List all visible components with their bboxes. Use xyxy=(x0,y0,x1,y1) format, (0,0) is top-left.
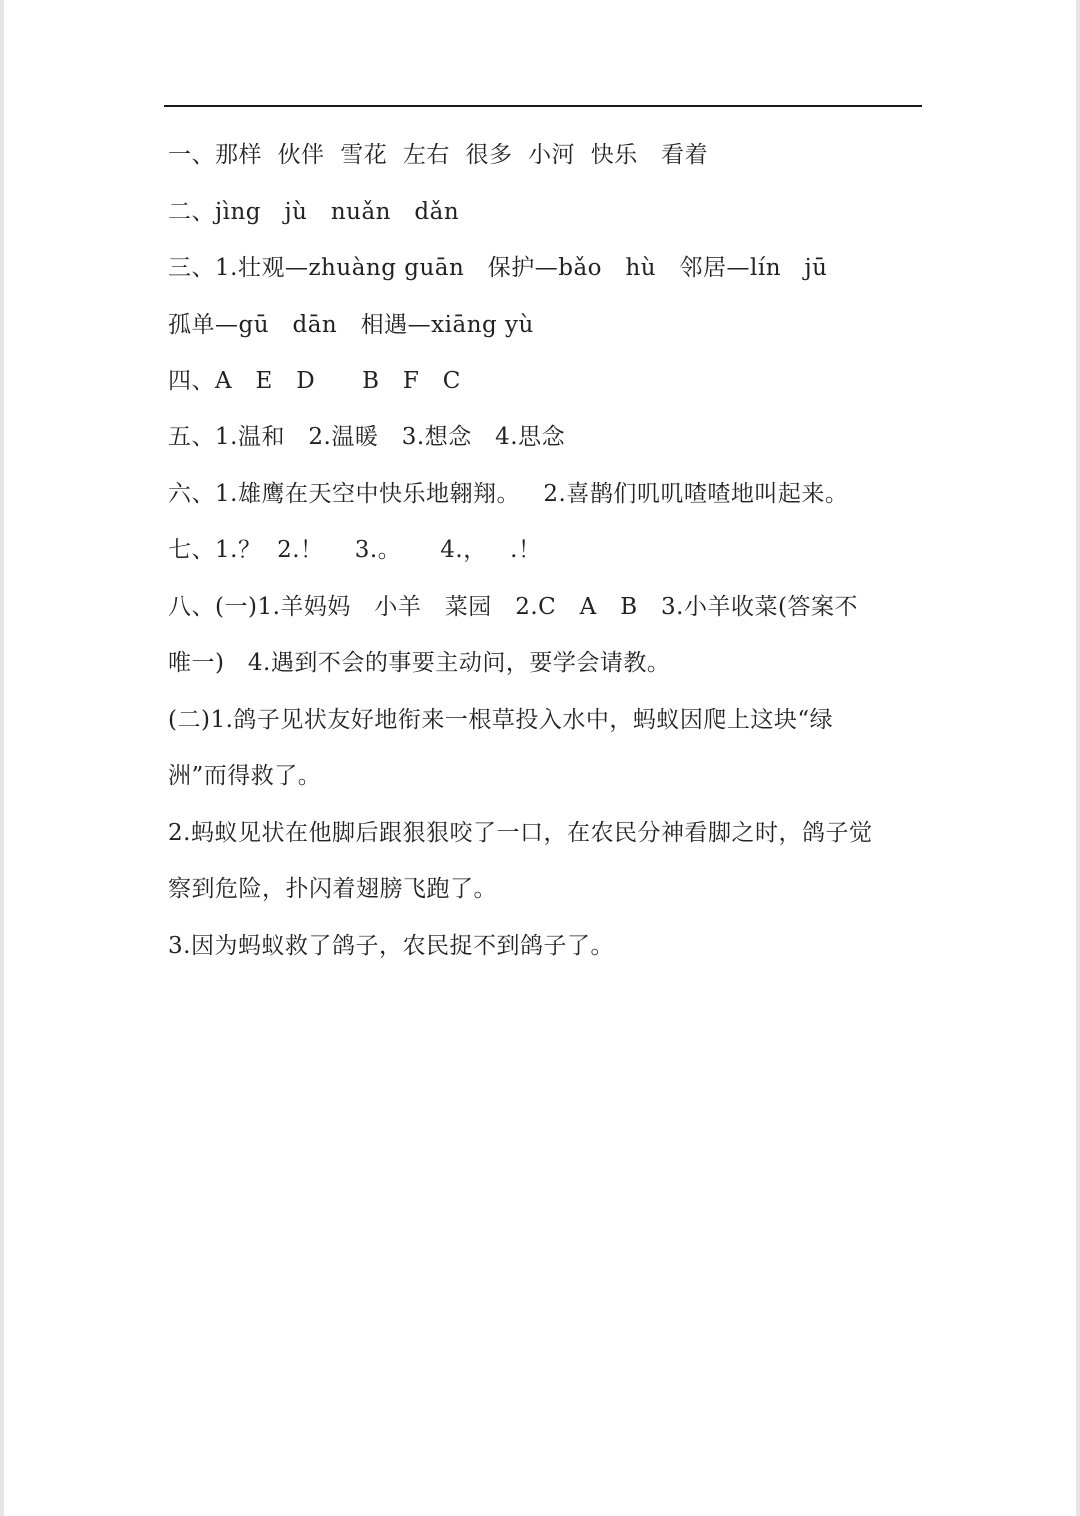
answer-section-8-part-2-q3: 3.因为蚂蚁救了鸽子，农民捉不到鸽子了。 xyxy=(168,933,614,959)
answer-section-8-part-2-q1-line-2: 洲”而得救了。 xyxy=(168,763,322,789)
answer-section-7: 七、1.？ 2.！ 3.。 4.， .！ xyxy=(168,537,542,563)
answer-section-3-line-2: 孤单—gū dān 相遇—xiāng yù xyxy=(168,312,534,338)
answer-section-2: 二、jìng jù nuǎn dǎn xyxy=(168,199,460,225)
answer-section-1: 一、那样 伙伴 雪花 左右 很多 小河 快乐 看着 xyxy=(168,142,709,168)
answer-section-3-line-1: 三、1.壮观—zhuàng guān 保护—bǎo hù 邻居—lín jū xyxy=(168,255,828,281)
answer-section-4: 四、A E D B F C xyxy=(168,368,461,394)
answer-section-8-part-2-q1-line-1: (二)1.鸽子见状友好地衔来一根草投入水中，蚂蚁因爬上这块“绿 xyxy=(168,707,834,733)
header-rule xyxy=(164,105,922,107)
answer-section-8-part-2-q2-line-2: 察到危险，扑闪着翅膀飞跑了。 xyxy=(168,876,497,902)
page-right-edge xyxy=(1076,0,1080,1516)
document-page xyxy=(4,0,1076,1516)
answer-section-5: 五、1.温和 2.温暖 3.想念 4.思念 xyxy=(168,424,566,450)
answer-section-8-part-2-q2-line-1: 2.蚂蚁见状在他脚后跟狠狠咬了一口，在农民分神看脚之时，鸽子觉 xyxy=(168,820,873,846)
answer-section-8-line-2: 唯一) 4.遇到不会的事要主动问，要学会请教。 xyxy=(168,650,671,676)
answer-section-6: 六、1.雄鹰在天空中快乐地翱翔。 2.喜鹊们叽叽喳喳地叫起来。 xyxy=(168,481,849,507)
answer-section-8-line-1: 八、(一)1.羊妈妈 小羊 菜园 2.C A B 3.小羊收菜(答案不 xyxy=(168,594,858,620)
